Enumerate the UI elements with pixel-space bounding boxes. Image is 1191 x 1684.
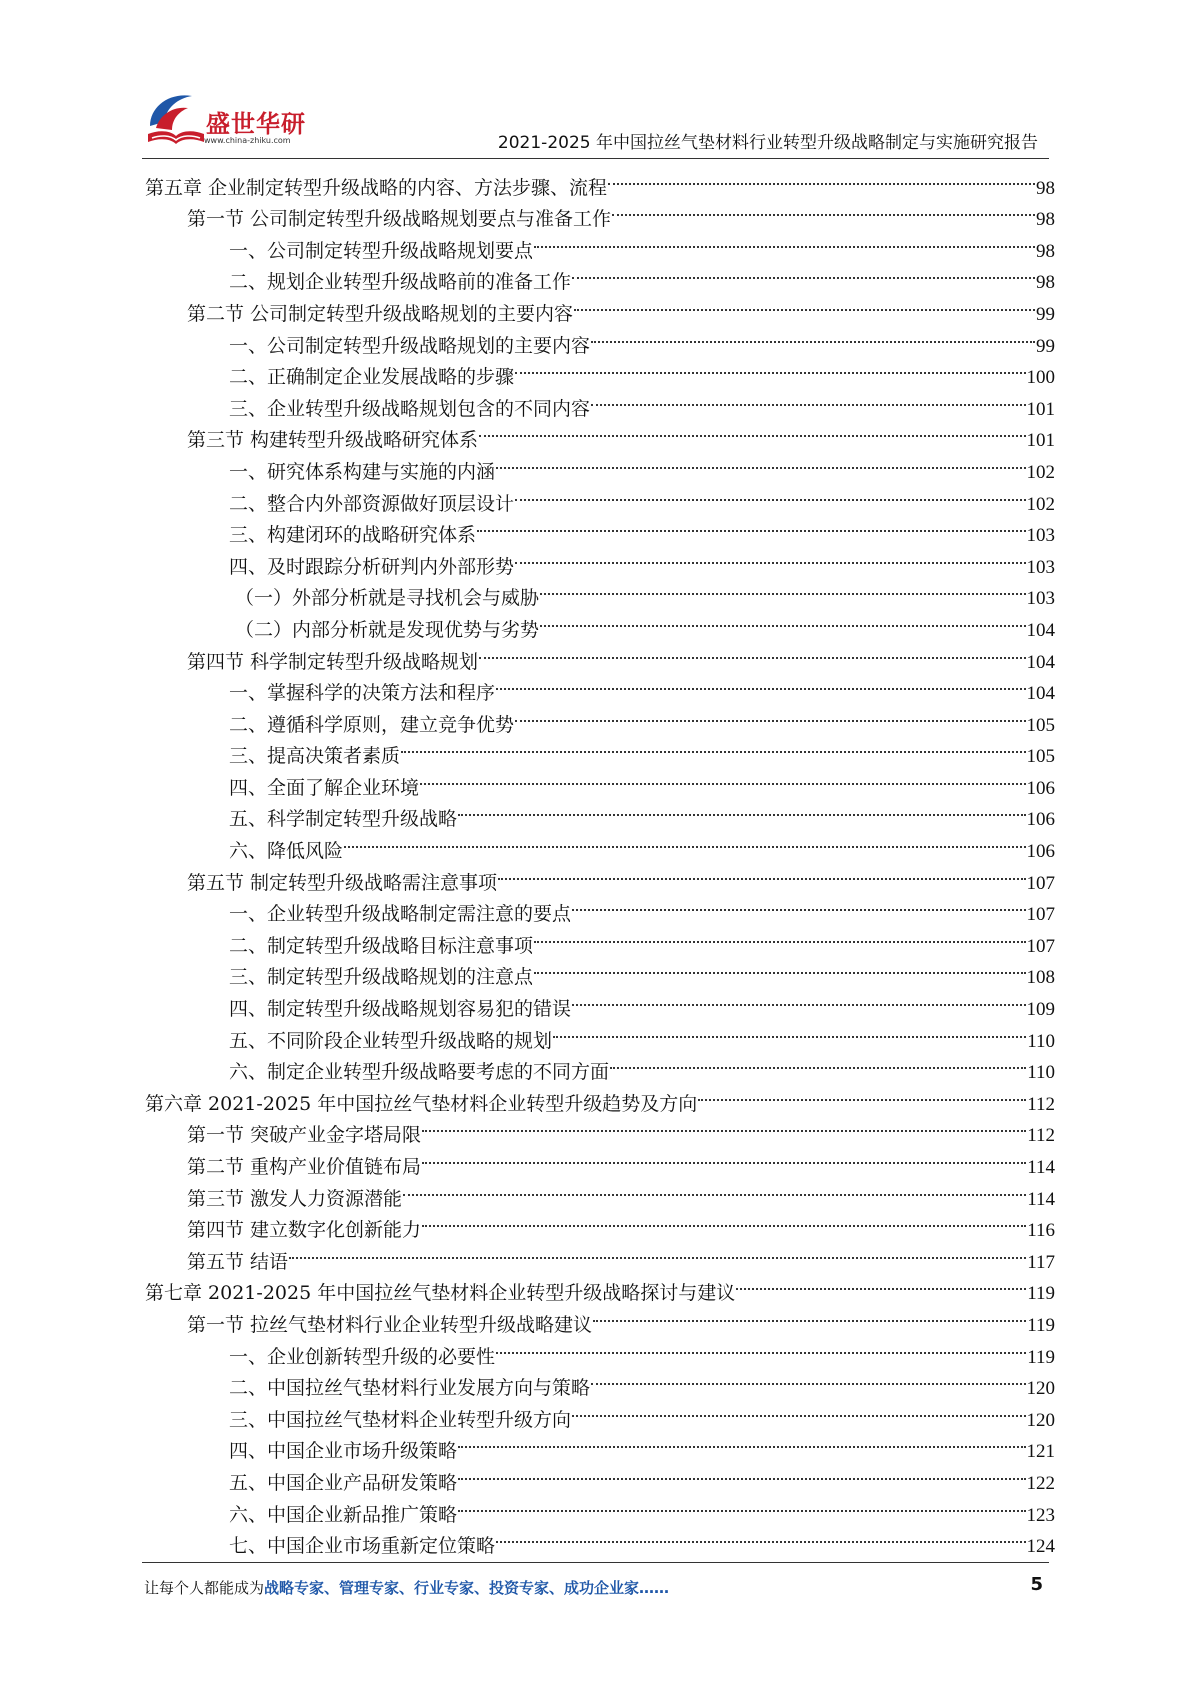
toc-entry-page: 117 (1027, 1251, 1055, 1273)
toc-leader-dots (540, 573, 1025, 605)
toc-leader-dots (572, 983, 1025, 1015)
toc-entry-page: 104 (1026, 683, 1055, 705)
toc-entry-title: 二、制定转型升级战略目标注意事项 (229, 934, 534, 957)
toc-entry-title: 三、构建闭环的战略研究体系 (229, 524, 477, 547)
toc-entry-page: 116 (1027, 1220, 1055, 1242)
toc-leader-dots (591, 383, 1025, 415)
toc-entry[interactable] (145, 162, 1055, 199)
brand-name: 盛世华研 (206, 110, 306, 138)
toc-entry-page: 107 (1026, 935, 1055, 957)
toc-leader-dots (610, 1047, 1026, 1079)
toc-entry-title: 一、掌握科学的决策方法和程序 (229, 682, 496, 705)
toc-entry-page: 102 (1026, 461, 1055, 483)
toc-entry-title: 第五章 企业制定转型升级战略的内容、方法步骤、流程 (145, 176, 608, 199)
toc-entry-page: 102 (1026, 493, 1055, 515)
toc-entry-page: 103 (1026, 525, 1055, 547)
toc-entry-page: 110 (1027, 1062, 1055, 1084)
toc-leader-dots (422, 1110, 1026, 1142)
toc-entry-title: 二、规划企业转型升级战略前的准备工作 (229, 271, 572, 294)
toc-leader-dots (403, 1173, 1026, 1205)
footer-slogan-prefix: 让每个人都能成为 (144, 1579, 265, 1597)
toc-leader-dots (540, 604, 1025, 636)
toc-leader-dots (458, 1457, 1025, 1489)
toc-leader-dots (736, 1268, 1026, 1300)
toc-entry-page: 103 (1026, 556, 1055, 578)
toc-leader-dots (515, 352, 1025, 384)
toc-entry-page: 108 (1026, 967, 1055, 989)
page-number: 5 (1030, 1574, 1043, 1595)
footer-divider (142, 1562, 1049, 1563)
toc-entry-title: 四、制定转型升级战略规划容易犯的错误 (229, 998, 572, 1021)
toc-entry-title: 四、全面了解企业环境 (229, 776, 420, 799)
toc-leader-dots (591, 1363, 1025, 1395)
toc-entry-title: （一）外部分析就是寻找机会与威胁 (235, 587, 540, 610)
footer-slogan (144, 1577, 669, 1598)
toc-entry-page: 100 (1026, 367, 1055, 389)
toc-entry-title: 三、中国拉丝气垫材料企业转型升级方向 (229, 1408, 572, 1431)
toc-entry-page: 123 (1026, 1504, 1055, 1526)
toc-entry-title: 六、中国企业新品推广策略 (229, 1503, 458, 1526)
toc-entry-page: 112 (1027, 1093, 1055, 1115)
toc-leader-dots (289, 1236, 1026, 1268)
brand-url: www.china-zhiku.com (204, 136, 291, 145)
toc-entry-title: 五、中国企业产品研发策略 (229, 1471, 458, 1494)
toc-entry-title: 三、制定转型升级战略规划的注意点 (229, 966, 534, 989)
toc-entry-title: 五、科学制定转型升级战略 (229, 808, 458, 831)
toc-entry-page: 119 (1027, 1314, 1055, 1336)
toc-entry-page: 99 (1036, 335, 1055, 357)
toc-entry-page: 109 (1026, 999, 1055, 1021)
toc-leader-dots (515, 699, 1025, 731)
toc-leader-dots (515, 478, 1025, 510)
toc-leader-dots (458, 794, 1025, 826)
toc-entry-title: 一、公司制定转型升级战略规划的主要内容 (229, 334, 591, 357)
brand-logo-mark (142, 84, 212, 154)
toc-entry-title: 一、公司制定转型升级战略规划要点 (229, 239, 534, 262)
toc-leader-dots (498, 857, 1025, 889)
toc-entry-title: 第五节 制定转型升级战略需注意事项 (187, 871, 498, 894)
toc-entry-page: 124 (1026, 1536, 1055, 1558)
toc-leader-dots (422, 1205, 1026, 1237)
page-header (0, 0, 1191, 160)
toc-entry-title: 二、中国拉丝气垫材料行业发展方向与策略 (229, 1377, 591, 1400)
toc-entry-title: 一、企业转型升级战略制定需注意的要点 (229, 903, 572, 926)
toc-entry-page: 110 (1027, 1030, 1055, 1052)
toc-leader-dots (458, 1489, 1025, 1521)
toc-entry-page: 120 (1026, 1378, 1055, 1400)
toc-leader-dots (422, 1141, 1026, 1173)
toc-leader-dots (698, 1078, 1026, 1110)
toc-leader-dots (496, 668, 1025, 700)
toc-leader-dots (553, 1015, 1026, 1047)
toc-leader-dots (572, 889, 1025, 921)
toc-entry-page: 119 (1027, 1283, 1055, 1305)
toc-entry-page: 121 (1026, 1441, 1055, 1463)
toc-leader-dots (591, 320, 1035, 352)
toc-entry-title: 第二节 重构产业价值链布局 (187, 1156, 422, 1178)
toc-entry-title: 第二节 公司制定转型升级战略规划的主要内容 (187, 302, 574, 325)
toc-entry-page: 98 (1036, 209, 1055, 231)
toc-entry-page: 119 (1027, 1346, 1055, 1368)
toc-entry-page: 106 (1026, 841, 1055, 863)
toc-entry-title: 一、企业创新转型升级的必要性 (229, 1345, 496, 1368)
toc-entry-title: 二、正确制定企业发展战略的步骤 (229, 366, 515, 389)
toc-entry-title: 第一节 突破产业金字塔局限 (187, 1124, 422, 1147)
toc-entry-page: 107 (1026, 872, 1055, 894)
toc-entry-title: 六、制定企业转型升级战略要考虑的不同方面 (229, 1061, 610, 1084)
toc-entry-page: 101 (1026, 398, 1055, 420)
toc-entry-title: 三、企业转型升级战略规划包含的不同内容 (229, 397, 591, 420)
toc-leader-dots (608, 162, 1035, 194)
toc-entry-title: （二）内部分析就是发现优势与劣势 (235, 618, 540, 641)
toc-entry-title: 五、不同阶段企业转型升级战略的规划 (229, 1029, 553, 1052)
toc-entry-title: 四、中国企业市场升级策略 (229, 1440, 458, 1463)
toc-leader-dots (496, 1521, 1025, 1553)
toc-entry-page: 122 (1026, 1472, 1055, 1494)
footer-slogan-highlight: 战略专家、管理专家、行业专家、投资专家、成功企业家…… (264, 1579, 670, 1597)
toc-entry-title: 七、中国企业市场重新定位策略 (229, 1535, 496, 1558)
toc-entry-page: 104 (1026, 651, 1055, 673)
toc-entry-page: 114 (1027, 1157, 1055, 1178)
toc-entry-page: 98 (1036, 240, 1055, 262)
toc-entry-title: 第三节 构建转型升级战略研究体系 (187, 429, 479, 452)
toc-entry-title: 二、整合内外部资源做好顶层设计 (229, 492, 515, 515)
toc-leader-dots (479, 415, 1025, 447)
toc-entry-title: 第六章 2021-2025 年中国拉丝气垫材料企业转型升级趋势及方向 (145, 1092, 698, 1115)
toc-leader-dots (420, 762, 1025, 794)
toc-leader-dots (534, 225, 1035, 257)
toc-leader-dots (593, 1299, 1026, 1331)
toc-entry-title: 六、降低风险 (229, 840, 344, 863)
toc-entry-page: 120 (1026, 1409, 1055, 1431)
toc-leader-dots (477, 510, 1025, 542)
toc-leader-dots (496, 446, 1025, 478)
toc-leader-dots (496, 1331, 1026, 1363)
toc-entry-title: 三、提高决策者素质 (229, 745, 401, 768)
toc-entry-page: 106 (1026, 777, 1055, 799)
toc-leader-dots (344, 825, 1025, 857)
toc-leader-dots (574, 288, 1035, 320)
toc-leader-dots (612, 194, 1035, 226)
toc-entry-page: 112 (1027, 1125, 1055, 1147)
toc-entry-title: 第一节 公司制定转型升级战略规划要点与准备工作 (187, 208, 612, 231)
toc-entry-page: 104 (1026, 619, 1055, 641)
toc-entry-page: 106 (1026, 809, 1055, 831)
toc-leader-dots (458, 1426, 1025, 1458)
toc-entry-page: 107 (1026, 904, 1055, 926)
toc-entry-title: 四、及时跟踪分析研判内外部形势 (229, 555, 515, 578)
table-of-contents (145, 162, 1055, 1558)
toc-entry-title: 第七章 2021-2025 年中国拉丝气垫材料企业转型升级战略探讨与建议 (145, 1282, 736, 1305)
toc-entry-title: 第一节 拉丝气垫材料行业企业转型升级战略建议 (187, 1313, 593, 1336)
toc-entry-page: 101 (1026, 430, 1055, 452)
toc-entry-page: 98 (1036, 272, 1055, 294)
toc-entry-title: 二、遵循科学原则，建立竞争优势 (229, 713, 515, 736)
toc-entry-page: 98 (1036, 177, 1055, 199)
toc-entry-title: 第四节 科学制定转型升级战略规划 (187, 650, 479, 673)
toc-entry-page: 99 (1036, 303, 1055, 325)
toc-leader-dots (401, 731, 1025, 763)
brand-logo (142, 84, 317, 154)
toc-entry-title: 第四节 建立数字化创新能力 (187, 1219, 422, 1242)
toc-leader-dots (534, 920, 1025, 952)
toc-entry-title: 一、研究体系构建与实施的内涵 (229, 460, 496, 483)
report-title: 2021-2025 年中国拉丝气垫材料行业转型升级战略制定与实施研究报告 (497, 133, 1038, 153)
toc-leader-dots (515, 541, 1025, 573)
toc-leader-dots (534, 952, 1025, 984)
toc-leader-dots (572, 1394, 1025, 1426)
toc-entry-title: 第三节 激发人力资源潜能 (187, 1187, 403, 1210)
toc-leader-dots (572, 257, 1035, 289)
toc-entry-page: 105 (1026, 714, 1055, 736)
toc-entry-page: 103 (1026, 588, 1055, 610)
header-divider (142, 158, 1049, 159)
toc-entry-page: 114 (1027, 1188, 1055, 1210)
toc-entry-page: 105 (1026, 746, 1055, 768)
toc-entry-title: 第五节 结语 (187, 1250, 289, 1273)
toc-leader-dots (479, 636, 1025, 668)
